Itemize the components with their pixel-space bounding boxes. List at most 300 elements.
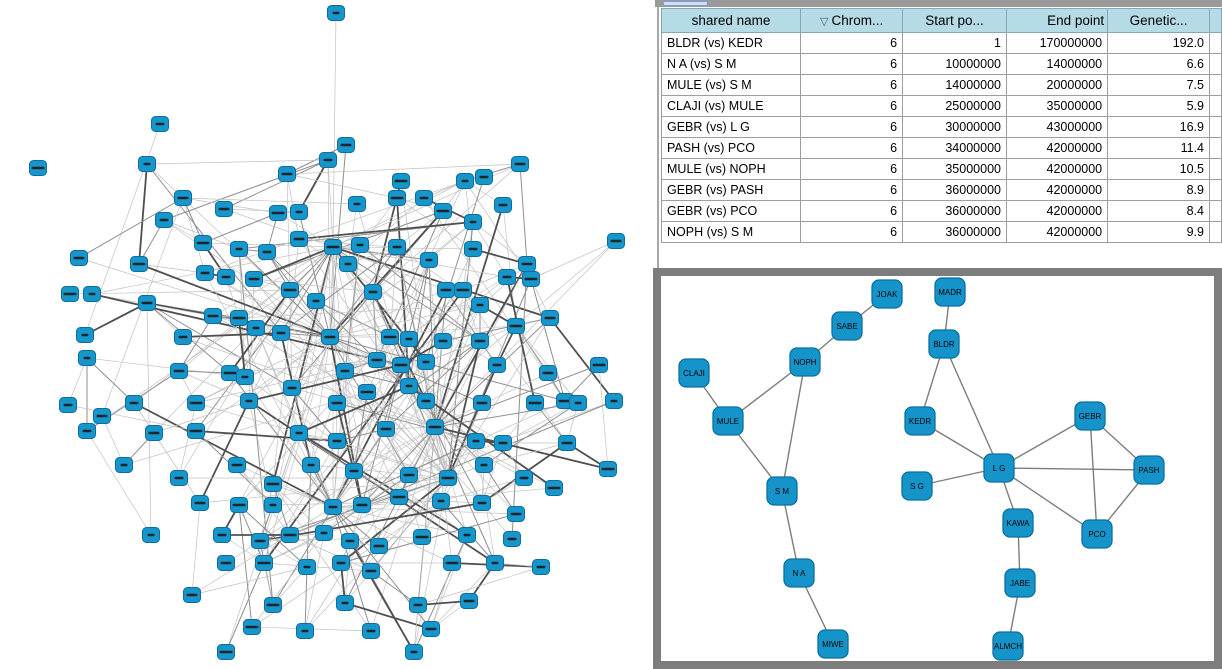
hairball-node[interactable] <box>256 556 273 571</box>
table-cell[interactable]: 11.4 <box>1108 138 1210 159</box>
table-cell[interactable]: 42000000 <box>1006 201 1107 222</box>
table-cell[interactable]: 25000000 <box>903 96 1007 117</box>
table-cell[interactable]: 35000000 <box>903 159 1007 180</box>
panel-divider <box>657 7 659 268</box>
hairball-node[interactable] <box>512 157 529 172</box>
node-label <box>296 432 303 435</box>
table-cell[interactable]: 8.4 <box>1108 201 1210 222</box>
node-label <box>369 291 378 294</box>
table-cell[interactable]: GEBR (vs) PASH <box>662 180 801 201</box>
hairball-node[interactable] <box>333 556 350 571</box>
hairball-node[interactable] <box>270 206 287 221</box>
column-header-chrom-[interactable] <box>801 9 903 33</box>
hairball-node[interactable] <box>222 366 239 381</box>
hairball-node[interactable] <box>476 170 493 185</box>
node-label <box>367 630 376 633</box>
hairball-node[interactable] <box>192 496 209 511</box>
hairball-node[interactable] <box>265 598 282 613</box>
subnetwork-node[interactable] <box>1082 520 1112 548</box>
hairball-node[interactable] <box>322 330 339 345</box>
hairball-node[interactable] <box>231 242 248 257</box>
hairball-node[interactable] <box>329 434 346 449</box>
column-header-label: Start po... <box>925 13 984 28</box>
hairball-node[interactable] <box>291 426 308 441</box>
hairball-node[interactable] <box>472 298 489 313</box>
subnetwork-node[interactable] <box>905 407 935 435</box>
table-cell[interactable] <box>1210 222 1222 243</box>
hairball-node[interactable] <box>542 311 559 326</box>
hairball-node[interactable] <box>474 496 491 511</box>
table-row[interactable] <box>662 201 1222 222</box>
hairball-node[interactable] <box>427 420 444 435</box>
hairball-node[interactable] <box>533 560 550 575</box>
subnetwork-node[interactable] <box>679 359 709 387</box>
hairball-node[interactable] <box>218 645 235 660</box>
hairball-node[interactable] <box>546 481 563 496</box>
hairball-node[interactable] <box>354 498 371 513</box>
node-label <box>361 391 374 394</box>
node-label <box>222 276 231 279</box>
node-label <box>133 263 146 266</box>
hairball-node[interactable] <box>527 396 544 411</box>
node-label <box>470 221 477 224</box>
hairball-node[interactable] <box>265 498 282 513</box>
hairball-node[interactable] <box>508 507 525 522</box>
hairball-node[interactable] <box>171 364 188 379</box>
subnetwork-node[interactable] <box>902 472 932 500</box>
table-row[interactable] <box>662 159 1222 180</box>
hairball-node[interactable] <box>195 236 212 251</box>
hairball-node[interactable] <box>231 498 248 513</box>
hairball-node[interactable] <box>71 251 88 266</box>
hairball-node[interactable] <box>559 436 576 451</box>
table-cell[interactable] <box>1210 180 1222 201</box>
subnetwork-node[interactable] <box>713 407 743 435</box>
subnetwork-node[interactable] <box>929 330 959 358</box>
node-label <box>611 240 622 243</box>
hairball-node[interactable] <box>171 471 188 486</box>
hairball-node[interactable] <box>175 330 192 345</box>
hairball-node[interactable] <box>175 191 192 206</box>
table-cell[interactable] <box>1210 159 1222 180</box>
hairball-node[interactable] <box>455 283 472 298</box>
table-cell[interactable]: 42000000 <box>1006 180 1107 201</box>
hairball-node[interactable] <box>303 458 320 473</box>
hairball-node[interactable] <box>519 257 536 272</box>
column-header-extra[interactable] <box>1210 9 1222 33</box>
table-cell[interactable]: 6 <box>801 33 903 54</box>
hairball-node[interactable] <box>393 174 410 189</box>
hairball-node[interactable] <box>414 530 431 545</box>
table-cell[interactable]: 6 <box>801 75 903 96</box>
table-cell[interactable]: 14000000 <box>1006 54 1107 75</box>
hairball-node[interactable] <box>346 464 363 479</box>
subnetwork-node[interactable] <box>993 632 1023 660</box>
hairball-node[interactable] <box>146 426 163 441</box>
hairball-node[interactable] <box>418 355 435 370</box>
hairball-node[interactable] <box>231 311 248 326</box>
network-edge <box>531 241 616 279</box>
column-header-genetic-[interactable] <box>1108 9 1210 33</box>
node-label <box>406 385 413 388</box>
node-label <box>420 197 429 200</box>
table-cell[interactable]: BLDR (vs) KEDR <box>662 33 801 54</box>
subnetwork-node[interactable] <box>935 278 965 306</box>
node-label <box>414 604 423 607</box>
hairball-node[interactable] <box>308 294 325 309</box>
hairball-node[interactable] <box>184 588 201 603</box>
column-header-end-point[interactable] <box>1006 9 1107 33</box>
table-cell[interactable]: 192.0 <box>1108 33 1210 54</box>
hairball-node[interactable] <box>265 477 282 492</box>
subnetwork-edge <box>782 362 805 491</box>
hairball-node[interactable] <box>60 398 77 413</box>
subnetwork-node[interactable] <box>790 348 820 376</box>
table-cell[interactable]: 9.9 <box>1108 222 1210 243</box>
table-cell[interactable]: 6 <box>801 222 903 243</box>
hairball-node[interactable] <box>487 556 504 571</box>
hairball-node[interactable] <box>465 215 482 230</box>
table-row[interactable] <box>662 180 1222 201</box>
table-cell[interactable] <box>1210 33 1222 54</box>
hairball-node[interactable] <box>401 468 418 483</box>
hairball-node[interactable] <box>410 598 427 613</box>
node-label <box>477 304 484 307</box>
node-label <box>499 442 508 445</box>
hairball-node[interactable] <box>600 462 617 477</box>
hairball-node[interactable] <box>337 596 354 611</box>
hairball-node[interactable] <box>495 198 512 213</box>
node-label <box>342 602 349 605</box>
hairball-node[interactable] <box>205 309 222 324</box>
table-cell[interactable]: 42000000 <box>1006 138 1107 159</box>
node-label <box>329 506 338 509</box>
table-cell[interactable]: 6 <box>801 117 903 138</box>
hairball-node[interactable] <box>325 240 342 255</box>
filter-icon[interactable]: ▽ <box>819 16 829 28</box>
network-edge <box>484 403 578 465</box>
table-cell[interactable] <box>1210 96 1222 117</box>
table-cell[interactable]: 42000000 <box>1006 222 1107 243</box>
network-edge <box>134 403 200 503</box>
hairball-node[interactable] <box>246 272 263 287</box>
table-cell[interactable]: 1 <box>903 33 1007 54</box>
hairball-node[interactable] <box>476 458 493 473</box>
network-edge <box>512 264 527 539</box>
table-row[interactable] <box>662 117 1222 138</box>
table-row[interactable] <box>662 54 1222 75</box>
hairball-node[interactable] <box>84 287 101 302</box>
table-cell[interactable] <box>1210 54 1222 75</box>
table-cell[interactable]: 6 <box>801 159 903 180</box>
hairball-node[interactable] <box>382 330 399 345</box>
table-cell[interactable]: 35000000 <box>1006 96 1107 117</box>
hairball-node[interactable] <box>218 270 235 285</box>
subnetwork-node[interactable] <box>984 454 1014 482</box>
hairball-node[interactable] <box>77 328 94 343</box>
table-cell[interactable]: MULE (vs) NOPH <box>662 159 801 180</box>
table-cell[interactable]: GEBR (vs) L G <box>662 117 801 138</box>
hairball-node[interactable] <box>421 253 438 268</box>
hairball-node[interactable] <box>363 624 380 639</box>
hairball-node[interactable] <box>495 436 512 451</box>
table-cell[interactable]: MULE (vs) S M <box>662 75 801 96</box>
node-label <box>179 336 188 339</box>
network-edge <box>224 160 328 209</box>
table-cell[interactable]: 8.9 <box>1108 180 1210 201</box>
scrollbar-thumb[interactable] <box>663 1 708 6</box>
hairball-node[interactable] <box>229 458 246 473</box>
hairball-node[interactable] <box>440 471 457 486</box>
hairball-node[interactable] <box>248 321 265 336</box>
hairball-node[interactable] <box>401 379 418 394</box>
hairball-node[interactable] <box>320 153 337 168</box>
hairball-node[interactable] <box>363 564 380 579</box>
subnetwork-node[interactable] <box>784 559 814 587</box>
hairball-node[interactable] <box>468 434 485 449</box>
node-label <box>294 238 305 241</box>
table-cell[interactable]: 10.5 <box>1108 159 1210 180</box>
hairball-node[interactable] <box>337 364 354 379</box>
table-cell[interactable]: NOPH (vs) S M <box>662 222 801 243</box>
hairball-node[interactable] <box>94 409 111 424</box>
node-label <box>525 278 538 281</box>
hairball-node[interactable] <box>418 394 435 409</box>
hairball-node[interactable] <box>352 238 369 253</box>
hairball-node[interactable] <box>570 396 587 411</box>
subnetwork-node[interactable] <box>1005 569 1035 597</box>
hairball-node[interactable] <box>325 500 342 515</box>
hairball-node[interactable] <box>297 624 314 639</box>
hairball-node[interactable] <box>143 528 160 543</box>
table-cell[interactable]: 6 <box>801 96 903 117</box>
table-cell[interactable]: GEBR (vs) PCO <box>662 201 801 222</box>
hairball-node[interactable] <box>338 138 355 153</box>
subnetwork-node[interactable] <box>1075 402 1105 430</box>
table-cell[interactable]: 6 <box>801 180 903 201</box>
node-label <box>142 302 153 305</box>
hairball-node[interactable] <box>378 422 395 437</box>
hairball-node[interactable] <box>152 117 169 132</box>
node-label <box>325 336 336 339</box>
table-cell[interactable]: 170000000 <box>1006 33 1107 54</box>
hairball-node[interactable] <box>359 385 376 400</box>
table-row[interactable] <box>662 222 1222 243</box>
table-cell[interactable]: 6 <box>801 201 903 222</box>
node-label <box>492 562 499 565</box>
hairball-node[interactable] <box>474 396 491 411</box>
table-cell[interactable]: 6.6 <box>1108 54 1210 75</box>
hairball-node[interactable] <box>316 526 333 541</box>
column-header-start-po-[interactable] <box>903 9 1007 33</box>
table-cell[interactable]: 16.9 <box>1108 117 1210 138</box>
table-cell[interactable]: 10000000 <box>903 54 1007 75</box>
hairball-node[interactable] <box>116 458 133 473</box>
hairball-node[interactable] <box>606 394 623 409</box>
hairball-node[interactable] <box>139 296 156 311</box>
hairball-node[interactable] <box>131 257 148 272</box>
hairball-node[interactable] <box>444 556 461 571</box>
hairball-node[interactable] <box>508 319 525 334</box>
hairball-node[interactable] <box>389 191 406 206</box>
subnetwork-node[interactable] <box>1003 509 1033 537</box>
hairball-node[interactable] <box>457 174 474 189</box>
hairball-node[interactable] <box>299 560 316 575</box>
hairball-node[interactable] <box>540 366 557 381</box>
hairball-node[interactable] <box>365 285 382 300</box>
hairball-node[interactable] <box>279 167 296 182</box>
node-label <box>477 402 488 405</box>
hairball-node[interactable] <box>126 396 143 411</box>
hairball-node[interactable] <box>62 287 79 302</box>
hairball-node[interactable] <box>416 191 433 206</box>
table-row[interactable] <box>662 33 1222 54</box>
node-label <box>480 176 489 179</box>
node-label: KEDR <box>908 417 932 426</box>
hairball-node[interactable] <box>237 370 254 385</box>
node-label <box>253 327 260 330</box>
hairball-node[interactable] <box>459 528 476 543</box>
table-cell[interactable] <box>1210 117 1222 138</box>
node-label <box>304 566 311 569</box>
hairball-node[interactable] <box>523 272 540 287</box>
hairball-node[interactable] <box>371 539 388 554</box>
hairball-node[interactable] <box>259 245 276 260</box>
hairball-node[interactable] <box>329 396 346 411</box>
hairball-node[interactable] <box>433 494 450 509</box>
hairball-node[interactable] <box>504 532 521 547</box>
hairball-node[interactable] <box>423 622 440 637</box>
table-cell[interactable]: 14000000 <box>903 75 1007 96</box>
table-row[interactable] <box>662 75 1222 96</box>
table-row[interactable] <box>662 138 1222 159</box>
subnetwork-view[interactable] <box>661 276 1214 661</box>
hairball-node[interactable] <box>79 351 96 366</box>
hairball-node[interactable] <box>188 424 205 439</box>
node-label <box>218 534 227 537</box>
node-label <box>83 430 92 433</box>
table-cell[interactable]: 43000000 <box>1006 117 1107 138</box>
subnetwork-panel <box>653 268 1222 669</box>
node-label <box>187 594 198 597</box>
hairball-node[interactable] <box>438 283 455 298</box>
hairball-node[interactable] <box>284 381 301 396</box>
table-cell[interactable] <box>1210 138 1222 159</box>
node-label: CLAJI <box>683 369 705 378</box>
table-cell[interactable]: 7.5 <box>1108 75 1210 96</box>
hairball-node[interactable] <box>342 534 359 549</box>
hairball-node[interactable] <box>499 270 516 285</box>
hairball-node[interactable] <box>252 534 269 549</box>
subnetwork-node[interactable] <box>832 312 862 340</box>
table-cell[interactable]: 6 <box>801 54 903 75</box>
node-label <box>545 317 556 320</box>
hairball-node[interactable] <box>461 594 478 609</box>
hairball-node[interactable] <box>369 353 386 368</box>
table-cell[interactable]: 36000000 <box>903 222 1007 243</box>
node-label <box>442 477 455 480</box>
hairball-node[interactable] <box>139 157 156 172</box>
node-label: JABE <box>1009 579 1031 588</box>
hairball-node[interactable] <box>435 204 452 219</box>
hairball-node[interactable] <box>282 283 299 298</box>
table-cell[interactable] <box>1210 201 1222 222</box>
subnetwork-node[interactable] <box>872 280 902 308</box>
hairball-node[interactable] <box>591 358 608 373</box>
node-label <box>543 372 554 375</box>
subnetwork-node[interactable] <box>767 477 797 505</box>
table-cell[interactable]: 5.9 <box>1108 96 1210 117</box>
hairball-node[interactable] <box>282 528 299 543</box>
table-cell[interactable]: 20000000 <box>1006 75 1107 96</box>
hairball-node[interactable] <box>340 257 357 272</box>
table-cell[interactable]: 42000000 <box>1006 159 1107 180</box>
table-cell[interactable]: 36000000 <box>903 201 1007 222</box>
hairball-node[interactable] <box>401 332 418 347</box>
table-cell[interactable]: CLAJI (vs) MULE <box>662 96 801 117</box>
hairball-node[interactable] <box>188 396 205 411</box>
column-header-shared-name[interactable] <box>662 9 801 33</box>
hairball-node[interactable] <box>489 358 506 373</box>
hairball-node[interactable] <box>197 266 214 281</box>
hairball-node[interactable] <box>393 358 410 373</box>
hairball-node[interactable] <box>214 528 231 543</box>
hairball-node[interactable] <box>516 471 533 486</box>
node-label <box>464 534 471 537</box>
hairball-node[interactable] <box>406 645 423 660</box>
subnetwork-node[interactable] <box>1134 456 1164 484</box>
node-label <box>341 144 352 147</box>
hairball-node[interactable] <box>156 213 173 228</box>
node-label <box>267 604 280 607</box>
hairball-node[interactable] <box>391 490 408 505</box>
hairball-node[interactable] <box>389 240 406 255</box>
node-label <box>384 336 397 339</box>
table-cell[interactable]: 34000000 <box>903 138 1007 159</box>
hairball-node[interactable] <box>218 556 235 571</box>
node-label <box>270 504 277 507</box>
hairball-node[interactable] <box>244 620 261 635</box>
hairball-node[interactable] <box>291 232 308 247</box>
hairball-node[interactable] <box>349 197 366 212</box>
network-edge <box>273 507 333 605</box>
node-label <box>366 570 377 573</box>
node-label <box>593 364 606 367</box>
hairball-node[interactable] <box>30 161 47 176</box>
hairball-node[interactable] <box>608 234 625 249</box>
table-cell[interactable]: N A (vs) S M <box>662 54 801 75</box>
hairball-node[interactable] <box>216 202 233 217</box>
column-header-label: shared name <box>691 13 771 28</box>
table-cell[interactable]: 6 <box>801 138 903 159</box>
table-cell[interactable] <box>1210 75 1222 96</box>
hairball-node[interactable] <box>241 394 258 409</box>
hairball-node[interactable] <box>435 334 452 349</box>
node-label: GEBR <box>1078 412 1102 421</box>
table-cell[interactable]: 36000000 <box>903 180 1007 201</box>
hairball-node[interactable] <box>291 205 308 220</box>
hairball-node[interactable] <box>465 242 482 257</box>
table-cell[interactable]: 30000000 <box>903 117 1007 138</box>
table-cell[interactable]: PASH (vs) PCO <box>662 138 801 159</box>
subnetwork-node[interactable] <box>818 630 848 658</box>
hairball-node[interactable] <box>328 6 345 21</box>
table-row[interactable] <box>662 96 1222 117</box>
node-label <box>249 278 260 281</box>
hairball-node[interactable] <box>472 334 489 349</box>
hairball-node[interactable] <box>273 326 290 341</box>
hairball-node[interactable] <box>79 424 96 439</box>
